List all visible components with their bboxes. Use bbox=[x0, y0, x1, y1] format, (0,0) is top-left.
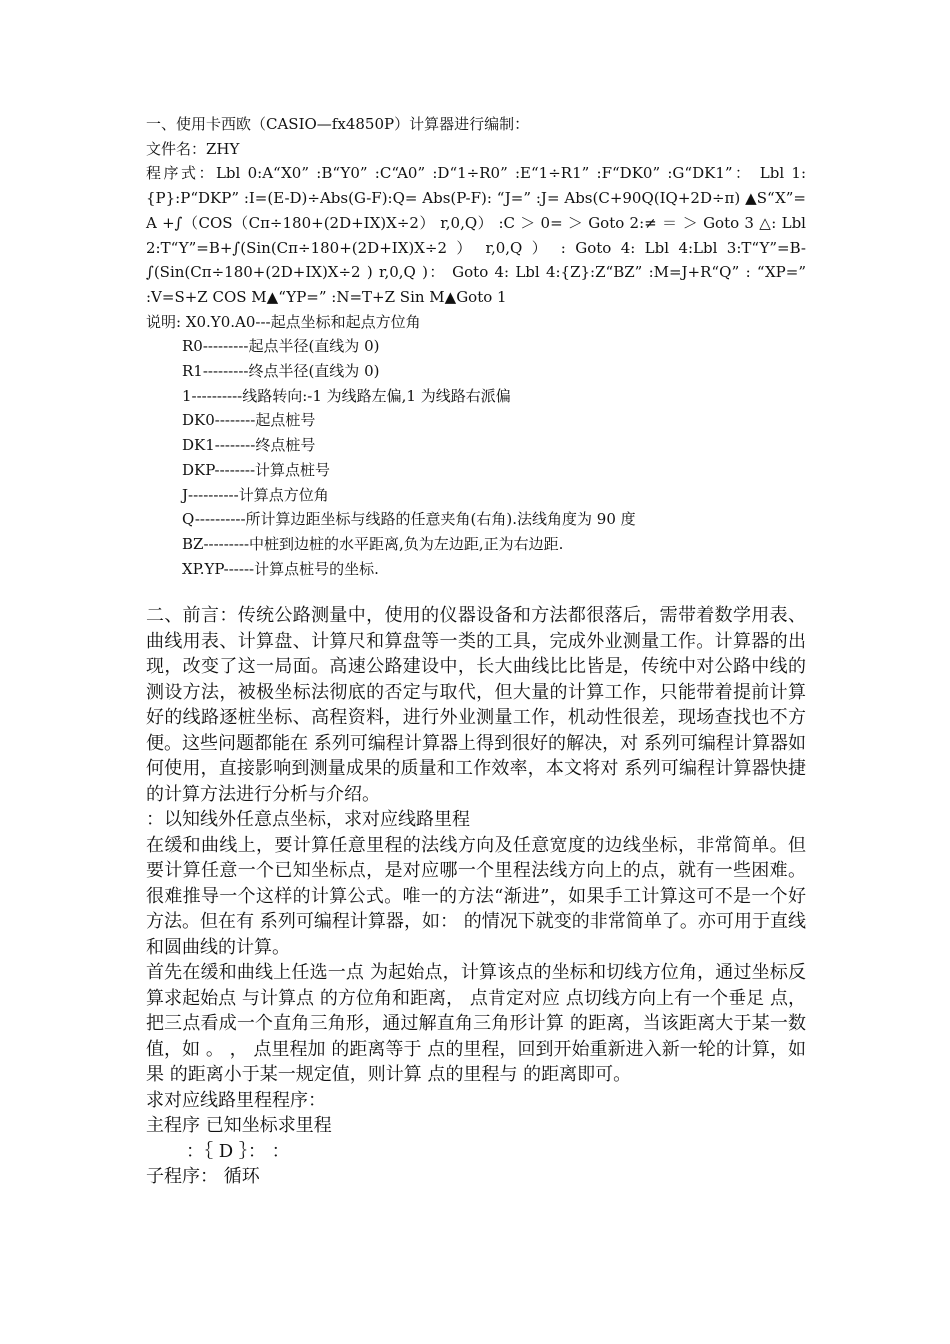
topic-line: ：以知线外任意点坐标，求对应线路里程 bbox=[146, 809, 470, 831]
note-line: XP.YP------计算点桩号的坐标. bbox=[182, 559, 379, 578]
note-line: R1---------终点半径(直线为 0) bbox=[182, 362, 380, 381]
note-line: J----------计算点方位角 bbox=[182, 485, 329, 504]
variable-notes bbox=[182, 334, 806, 581]
section-gap bbox=[146, 581, 806, 603]
document-page bbox=[146, 112, 806, 1190]
note-line: Q----------所计算边距坐标与线路的任意夹角(右角).法线角度为 90 度 bbox=[182, 510, 636, 529]
note-line: DK1--------终点桩号 bbox=[182, 436, 316, 455]
sub-program-line: 子程序： 循环 bbox=[146, 1166, 260, 1188]
section1-heading: 一、使用卡西欧（CASIO—fx4850P）计算器进行编制： bbox=[146, 115, 530, 133]
preface-paragraph: 二、前言：传统公路测量中，使用的仪器设备和方法都很落后，需带着数学用表、曲线用表、计算盘、计算尺和算盘等一类的工具，完成外业测量工作。计算器的出现，改变了这一局面。高速公路建设中，长大曲线比比皆是，传统中对公路中线的测设方法，被极坐标法彻底的否定与取代，但大量的计算工作，只能带着提前计算好的线路逐桩坐标、高程资料，进行外业测量工作，机动性很差，现场查找也不方便。这些问题都能在 系列可编程计算器上得到很好的解决，对 系列可编程计算器如何使用，直接影响到测量成果的质量和工作效率，本文将对 系列可编程计算器快捷的计算方法进行分析与介绍。 bbox=[146, 605, 806, 805]
program-title: 求对应线路里程程序： bbox=[146, 1089, 326, 1111]
section-preface bbox=[146, 603, 806, 1190]
note-line: 1----------线路转向:-1 为线路左偏,1 为线路右派偏 bbox=[182, 386, 511, 405]
program-text: 程序式：Lbl 0:A“X0” :B“Y0” :C“A0” :D“1÷R0” :E“1÷R1” :F“DK0” :G“DK1”： Lbl 1:{P}:P“DKP” :I=(E-D)÷Abs(G-F):Q= Abs(P-F): “J=” :J= Abs(C+90Q(IQ+2D÷π) ▲S“X”= A +∫（COS（Cπ÷180+(2D+IX)X÷2） r,0,Q） :C ＞ 0= ＞ Goto 2:≠ ＝ ＞ Goto 3 △: Lbl 2:T“Y”=B+∫(Sin(Cπ÷180+(2D+IX)X÷2 ） r,0,Q ） : Goto 4: Lbl 4:Lbl 3:T“Y”=B-∫(Sin(Cπ÷180+(2D+IX)X÷2 ) r,0,Q )： Goto 4: Lbl 4:{Z}:Z“BZ” :M=J+R“Q” : “XP=” :V=S+Z COS M▲“YP=” :N=T+Z Sin M▲Goto 1 bbox=[146, 164, 806, 306]
main-program-line-2: ：｛ D ｝： ： bbox=[186, 1140, 290, 1162]
note-line: DK0--------起点桩号 bbox=[182, 411, 316, 430]
note-line: DKP--------计算点桩号 bbox=[182, 460, 331, 479]
section-program bbox=[146, 112, 806, 581]
explanation-lead: 说明: X0.Y0.A0---起点坐标和起点方位角 bbox=[146, 312, 421, 331]
body-paragraph-2: 首先在缓和曲线上任选一点 为起始点，计算该点的坐标和切线方位角，通过坐标反算求起始点 与计算点 的方位角和距离， 点肯定对应 点切线方向上有一个垂足 点，把三点看成一个直角三角形，通过解直角三角形计算 的距离，当该距离大于某一数值，如 。 ， 点里程加 的距离等于 点的里程，回到开始重新进入新一轮的计算，如果 的距离小于某一规定值，则计算 点的里程与 的距离即可。 bbox=[146, 962, 806, 1086]
filename-line: 文件名：ZHY bbox=[146, 139, 240, 158]
main-program-line: 主程序 已知坐标求里程 bbox=[146, 1115, 332, 1137]
body-paragraph-1: 在缓和曲线上，要计算任意里程的法线方向及任意宽度的边线坐标，非常简单。但要计算任意一个已知坐标点，是对应哪一个里程法线方向上的点，就有一些困难。很难推导一个这样的计算公式。唯一的方法“渐进”，如果手工计算这可不是一个好方法。但在有 系列可编程计算器，如： 的情况下就变的非常简单了。亦可用于直线和圆曲线的计算。 bbox=[146, 834, 806, 958]
note-line: R0---------起点半径(直线为 0) bbox=[182, 337, 380, 356]
note-line: BZ---------中桩到边桩的水平距离,负为左边距,正为右边距. bbox=[182, 534, 564, 553]
